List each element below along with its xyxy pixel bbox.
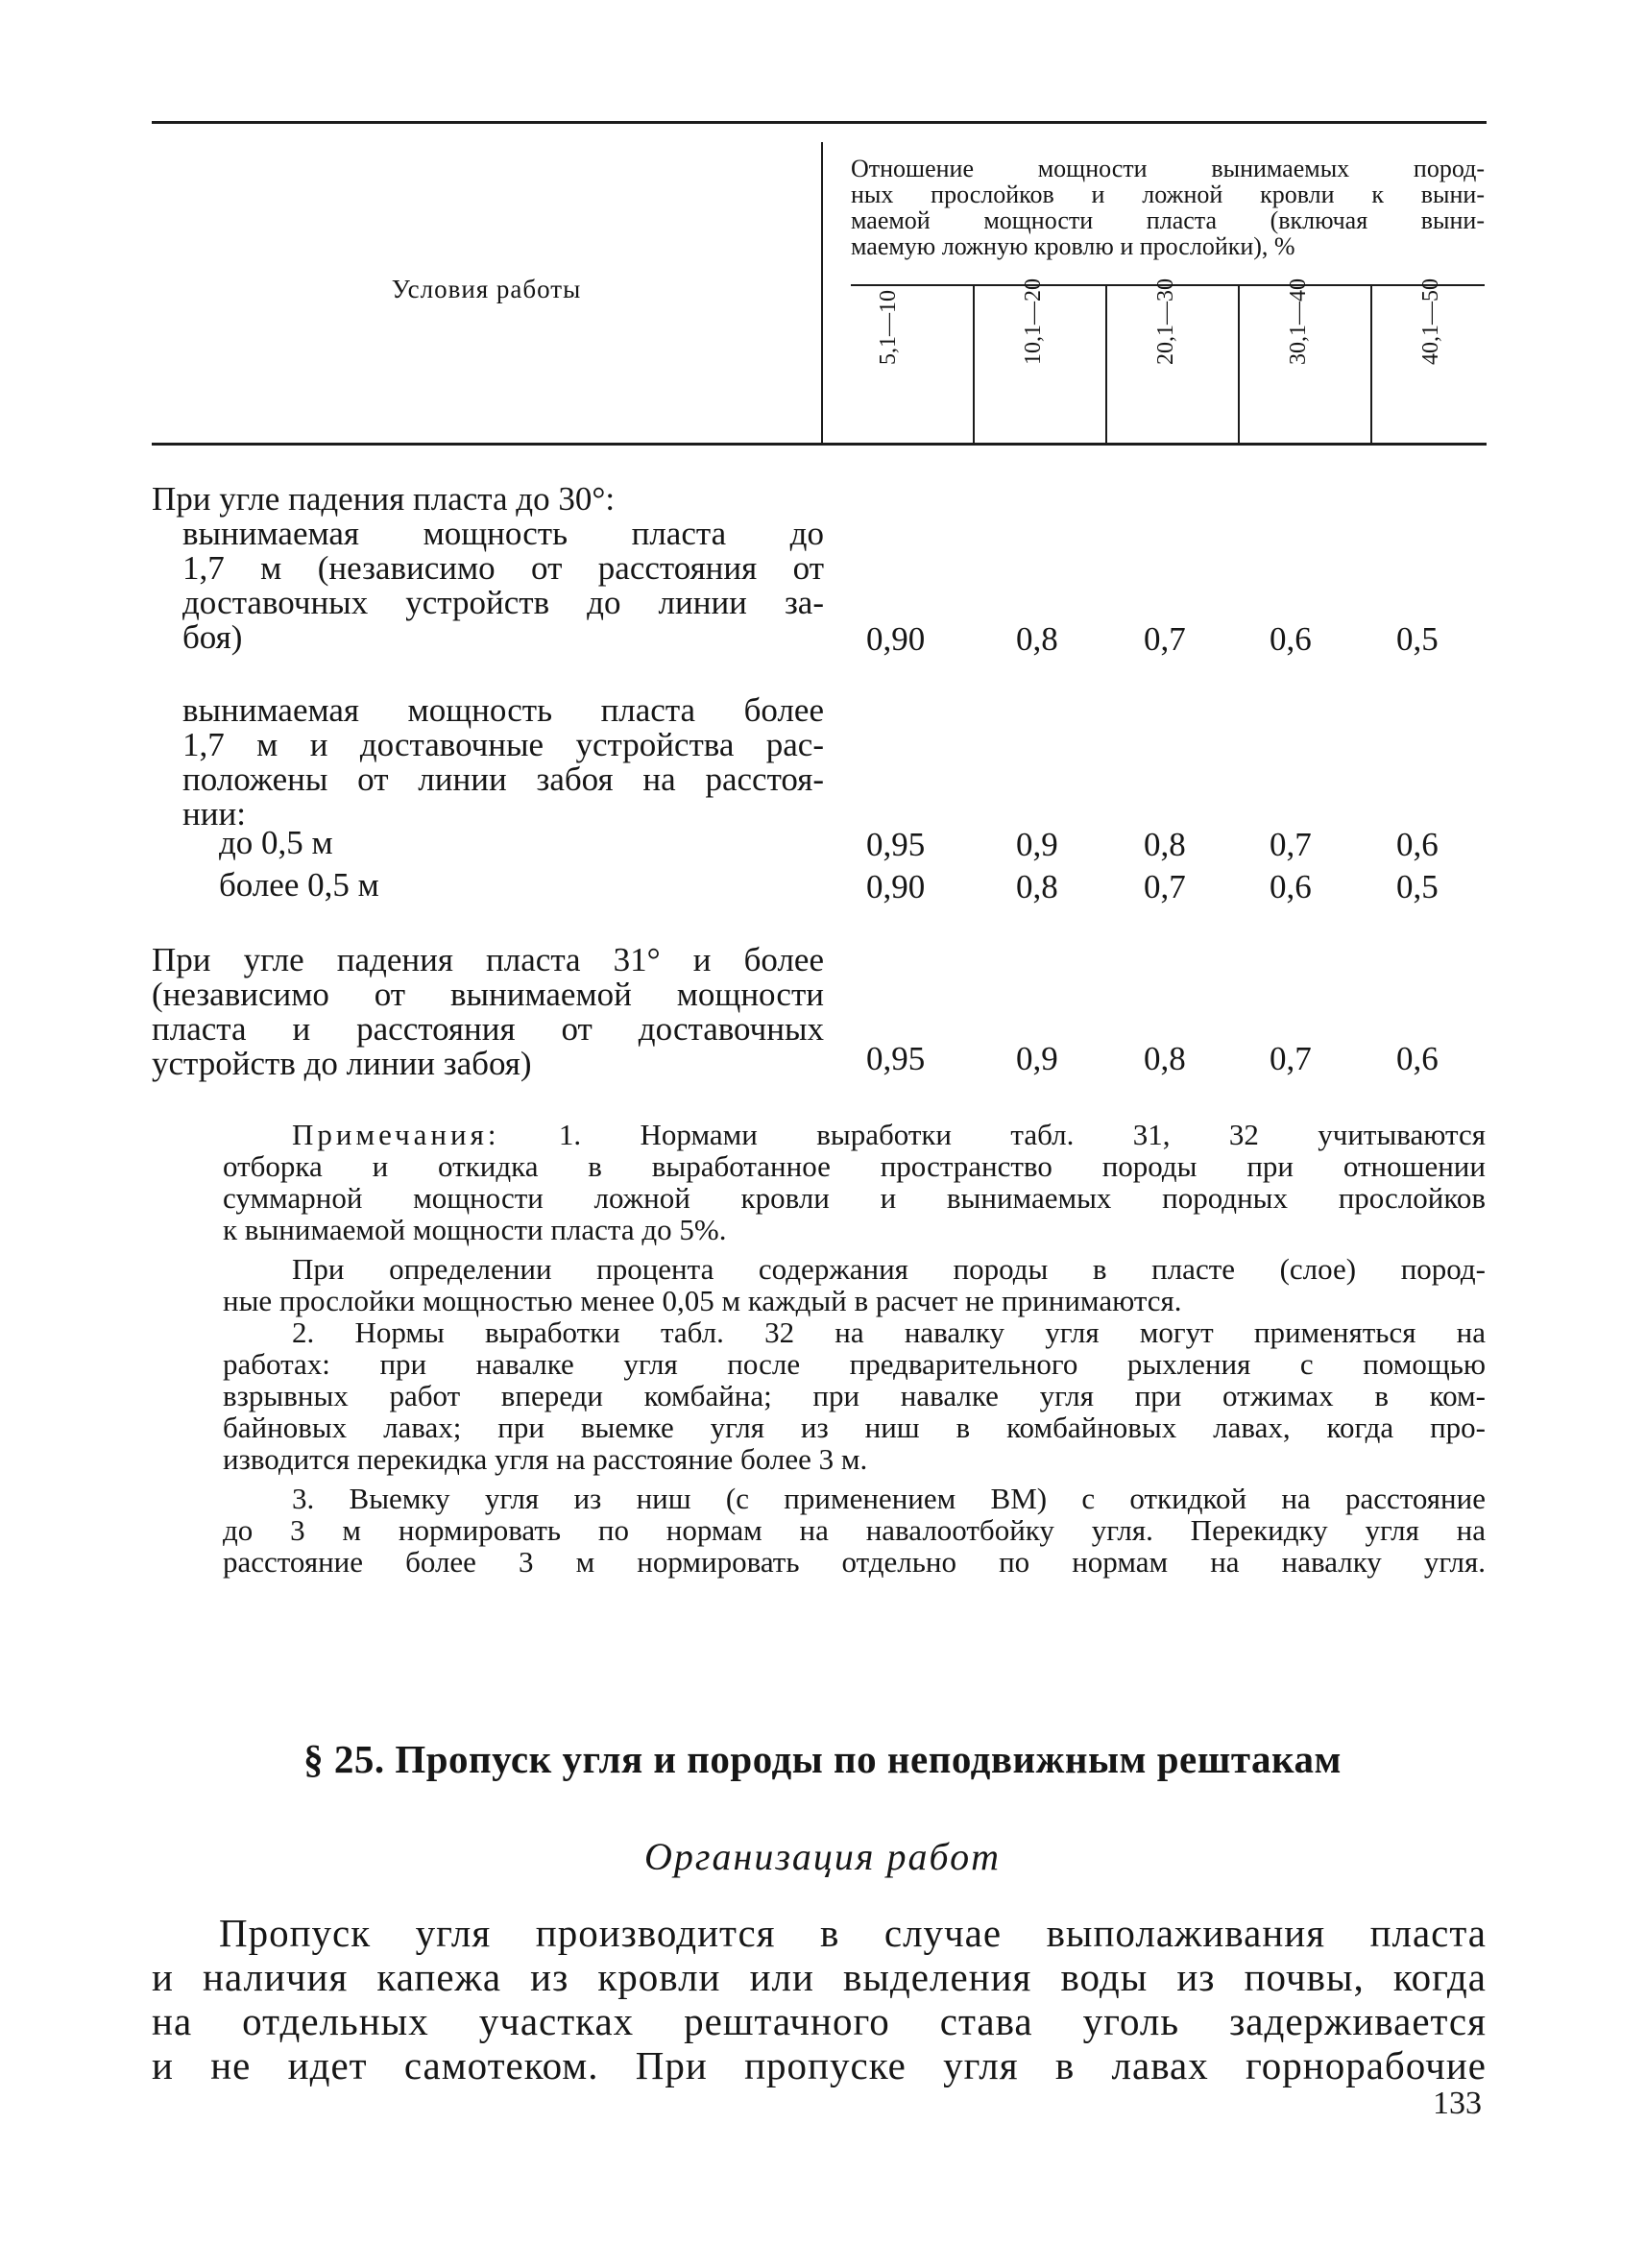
table-value: 0,5 xyxy=(1396,620,1439,658)
range-divider xyxy=(1370,286,1372,443)
condition-line: доставочных устройств до линии за- xyxy=(182,584,824,621)
table-value: 0,6 xyxy=(1396,1040,1439,1077)
range-header: 20,1—30 xyxy=(1153,278,1178,365)
range-divider xyxy=(973,286,975,443)
table-value: 0,95 xyxy=(866,826,926,863)
note-line: до 3 м нормировать по нормам на навалоотбойку угля. Перекидку угля на xyxy=(223,1513,1486,1547)
condition-line: вынимаемая мощность пласта до xyxy=(182,515,824,552)
note-line: 3. Выемку угля из ниш (с применением ВМ) с откидкой на расстояние xyxy=(292,1482,1486,1515)
condition-line: 1,7 м (независимо от расстояния от xyxy=(182,549,824,587)
table-value: 0,95 xyxy=(866,1040,926,1077)
condition-line: вынимаемая мощность пласта более xyxy=(182,691,824,729)
table-value: 0,9 xyxy=(1016,826,1058,863)
range-header: 30,1—40 xyxy=(1286,278,1311,365)
paragraph-line: на отдельных участках рештачного става уголь задерживается xyxy=(152,1999,1487,2043)
page-number: 133 xyxy=(1433,2086,1482,2121)
note-line: работах: при навалке угля после предварительного рыхления с помощью xyxy=(223,1347,1486,1381)
condition-line: При угле падения пласта 31° и более xyxy=(152,941,824,978)
note-line: 2. Нормы выработки табл. 32 на навалку угля могут применяться на xyxy=(292,1315,1486,1349)
table-value: 0,6 xyxy=(1270,868,1312,905)
condition-line: устройств до линии забоя) xyxy=(152,1045,532,1082)
condition-line: нии: xyxy=(182,795,246,832)
section-title: § 25. Пропуск угля и породы по неподвижным рештакам xyxy=(303,1737,1342,1781)
table-value: 0,90 xyxy=(866,620,926,658)
range-header: 40,1—50 xyxy=(1418,278,1443,365)
row-heading: При угле падения пласта до 30°: xyxy=(152,480,616,518)
table-value: 0,90 xyxy=(866,868,926,905)
note-line: ные прослойки мощностью менее 0,05 м каждый в расчет не принимаются. xyxy=(223,1284,1182,1317)
row-condition xyxy=(182,693,824,832)
paragraph-line: и наличия капежа из кровли или выделения воды из почвы, когда xyxy=(152,1955,1487,1999)
paragraph-line: и не идет самотеком. При пропуске угля в лавах горнорабочие xyxy=(152,2043,1487,2087)
note-line: байновых лавах; при выемке угля из ниш в комбайновых лавах, когда про- xyxy=(223,1411,1486,1444)
condition-line: (независимо от вынимаемой мощности xyxy=(152,976,824,1013)
table-value: 0,6 xyxy=(1396,826,1439,863)
conditions-header: Условия работы xyxy=(391,275,582,303)
section-paragraph xyxy=(152,1911,1487,2087)
note-line: изводится перекидка угля на расстояние более 3 м. xyxy=(223,1442,868,1476)
condition-line: положены от линии забоя на расстоя- xyxy=(182,760,824,798)
table-value: 0,8 xyxy=(1016,868,1058,905)
condition-line: боя) xyxy=(182,618,243,656)
ratio-header-line: ных прослойков и ложной кровли к выни- xyxy=(851,181,1485,208)
row-condition xyxy=(182,517,824,655)
ratio-header-line: маемую ложную кровлю и прослойки), % xyxy=(851,232,1295,260)
table-value: 0,7 xyxy=(1144,620,1186,658)
table-top-rule xyxy=(152,121,1487,124)
table-value: 0,6 xyxy=(1270,620,1312,658)
table-value: 0,9 xyxy=(1016,1040,1058,1077)
table-notes xyxy=(223,1119,1486,1578)
ratio-header-line: Отношение мощности вынимаемых пород- xyxy=(851,155,1485,182)
table-value: 0,8 xyxy=(1016,620,1058,658)
note-line: к вынимаемой мощности пласта до 5%. xyxy=(223,1213,727,1246)
note-line xyxy=(223,1119,1486,1150)
table-column-divider xyxy=(821,142,823,444)
notes-label: Примечания: xyxy=(292,1118,500,1151)
sub-condition: более 0,5 м xyxy=(219,866,379,904)
ratio-header-line: маемой мощности пласта (включая выни- xyxy=(851,206,1485,234)
table-value: 0,5 xyxy=(1396,868,1439,905)
note-line: взрывных работ впереди комбайна; при навалке угля при отжимах в ком- xyxy=(223,1379,1486,1412)
note-line: суммарной мощности ложной кровли и вынимаемых породных прослойков xyxy=(223,1181,1486,1215)
note-line: расстояние более 3 м нормировать отдельно по нормам на навалку угля. xyxy=(223,1545,1486,1579)
table-value: 0,8 xyxy=(1144,1040,1186,1077)
note-line: При определении процента содержания породы в пласте (слое) пород- xyxy=(292,1252,1486,1286)
table-value: 0,7 xyxy=(1144,868,1186,905)
note-line: отборка и откидка в выработанное пространство породы при отношении xyxy=(223,1149,1486,1183)
range-divider xyxy=(1238,286,1240,443)
table-value: 0,7 xyxy=(1270,1040,1312,1077)
note-text: 1. Нормами выработки табл. 31, 32 учитываются xyxy=(558,1118,1486,1151)
sub-condition: до 0,5 м xyxy=(219,824,333,861)
section-subtitle: Организация работ xyxy=(643,1835,1001,1878)
condition-line: пласта и расстояния от доставочных xyxy=(152,1010,824,1048)
range-divider xyxy=(1105,286,1107,443)
header-bottom-rule xyxy=(152,443,1487,446)
range-header: 10,1—20 xyxy=(1021,278,1046,365)
range-header: 5,1—10 xyxy=(876,290,901,365)
row-condition xyxy=(152,943,824,1081)
paragraph-line: Пропуск угля производится в случае выполаживания пласта xyxy=(219,1911,1487,1955)
ratio-header xyxy=(851,156,1485,259)
condition-line: 1,7 м и доставочные устройства рас- xyxy=(182,726,824,763)
table-value: 0,8 xyxy=(1144,826,1186,863)
table-value: 0,7 xyxy=(1270,826,1312,863)
